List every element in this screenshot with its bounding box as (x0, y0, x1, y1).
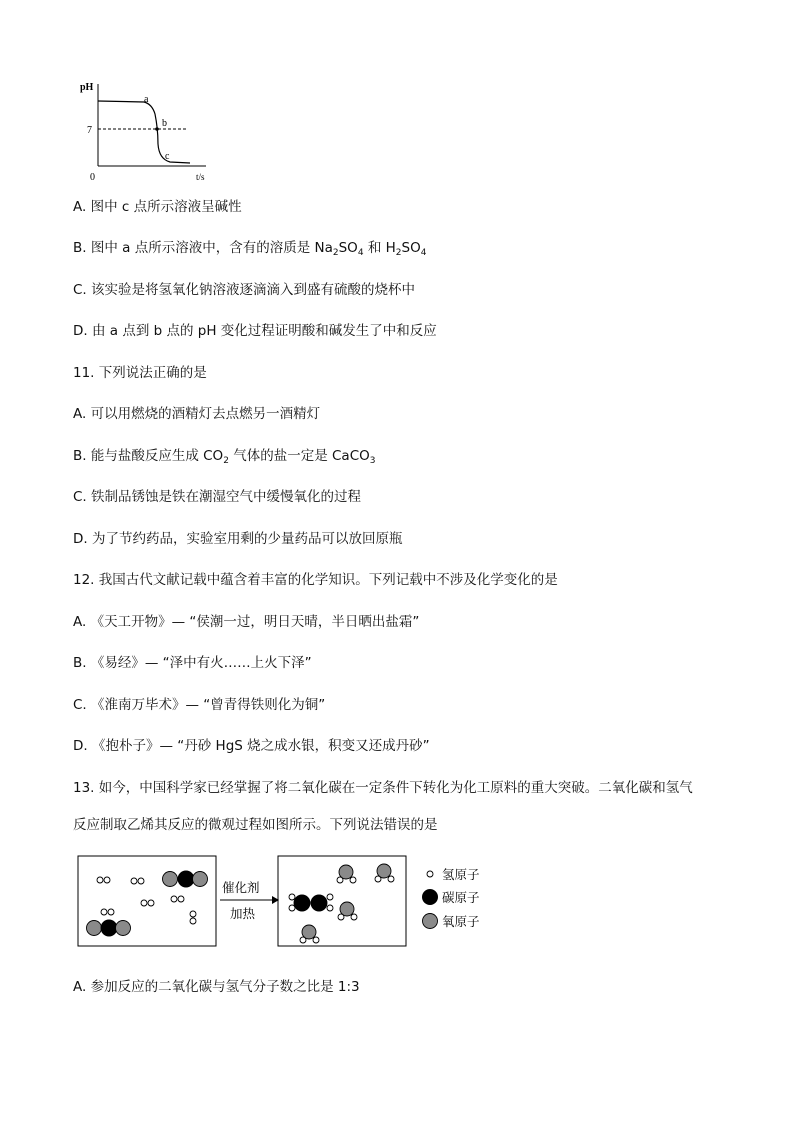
h2-molecule (141, 900, 154, 906)
h2-molecule (171, 896, 184, 902)
h2o-molecule (338, 902, 357, 920)
reaction-diagram (76, 852, 496, 954)
q11-option-c: C. 铁制品锈蚀是铁在潮湿空气中缓慢氧化的过程 (73, 489, 362, 505)
point-a-label: a (144, 94, 149, 105)
q11-option-a: A. 可以用燃烧的酒精灯去点燃另一酒精灯 (73, 406, 321, 422)
legend-carbon-swatch (422, 889, 438, 905)
heating-label: 加热 (230, 906, 256, 921)
q12-option-d: D. 《抱朴子》— “丹砂 HgS 烧之成水银，积变又还成丹砂” (73, 738, 430, 754)
h2o-molecule (375, 864, 394, 882)
h2-molecule (190, 911, 196, 924)
legend-hydrogen-label: 氢原子 (442, 867, 480, 882)
catalyst-label: 催化剂 (222, 880, 260, 895)
q10-option-d: D. 由 a 点到 b 点的 pH 变化过程证明酸和碱发生了中和反应 (73, 323, 437, 339)
ethylene-molecule (289, 894, 333, 911)
x-axis-label: t/s (196, 172, 205, 182)
point-c-label: c (165, 151, 170, 162)
y-axis-label: pH (80, 82, 94, 93)
legend-oxygen-label: 氧原子 (442, 914, 480, 929)
legend-hydrogen-swatch (427, 871, 433, 877)
point-b-label: b (162, 118, 167, 129)
q12-option-c: C. 《淮南万毕术》— “曾青得铁则化为铜” (73, 697, 326, 713)
ph-curve (98, 101, 190, 163)
point-b-marker (155, 127, 159, 131)
q11-option-b: B. 能与盐酸反应生成 $CO_2$ 气体的盐一定是 CaCO$_3$ (73, 448, 376, 466)
q12-stem: 12. 我国古代文献记载中蕴含着丰富的化学知识。下列记载中不涉及化学变化的是 (73, 572, 558, 588)
legend-carbon-label: 碳原子 (442, 890, 480, 905)
q12-option-a: A. 《天工开物》— “侯潮一过，明日天晴，半日晒出盐霜” (73, 614, 420, 630)
q12-option-b: B. 《易经》— “泽中有火……上火下泽” (73, 655, 312, 671)
q13-option-a: A. 参加反应的二氧化碳与氢气分子数之比是 1:3 (73, 979, 360, 995)
legend-oxygen-swatch (423, 914, 438, 929)
co2-molecule (87, 920, 131, 936)
q11-option-d: D. 为了节约药品，实验室用剩的少量药品可以放回原瓶 (73, 531, 403, 547)
h2o-molecule (337, 865, 356, 883)
q10-option-c: C. 该实验是将氢氧化钠溶液逐滴滴入到盛有硫酸的烧杯中 (73, 282, 416, 298)
ph-curve-chart (78, 74, 218, 184)
h2o-molecule (300, 925, 319, 943)
co2-molecule (163, 871, 208, 887)
q13-stem-line1: 13. 如今，中国科学家已经掌握了将二氧化碳在一定条件下转化为化工原料的重大突破。二氧化碳和氢气 (73, 780, 693, 796)
q10-option-a: A. 图中 c 点所示溶液呈碱性 (73, 199, 242, 215)
q13-stem-line2: 反应制取乙烯其反应的微观过程如图所示。下列说法错误的是 (73, 817, 438, 833)
origin-label: 0 (90, 172, 95, 183)
y-tick-7: 7 (87, 125, 92, 136)
q11-stem: 11. 下列说法正确的是 (73, 365, 207, 381)
q10-option-b: B. 图中 a 点所示溶液中，含有的溶质是 $Na_2SO_4$ 和 $H_2SO_4$ (73, 240, 427, 258)
h2-molecule (131, 878, 144, 884)
h2-molecule (101, 909, 114, 915)
h2-molecule (97, 877, 110, 883)
